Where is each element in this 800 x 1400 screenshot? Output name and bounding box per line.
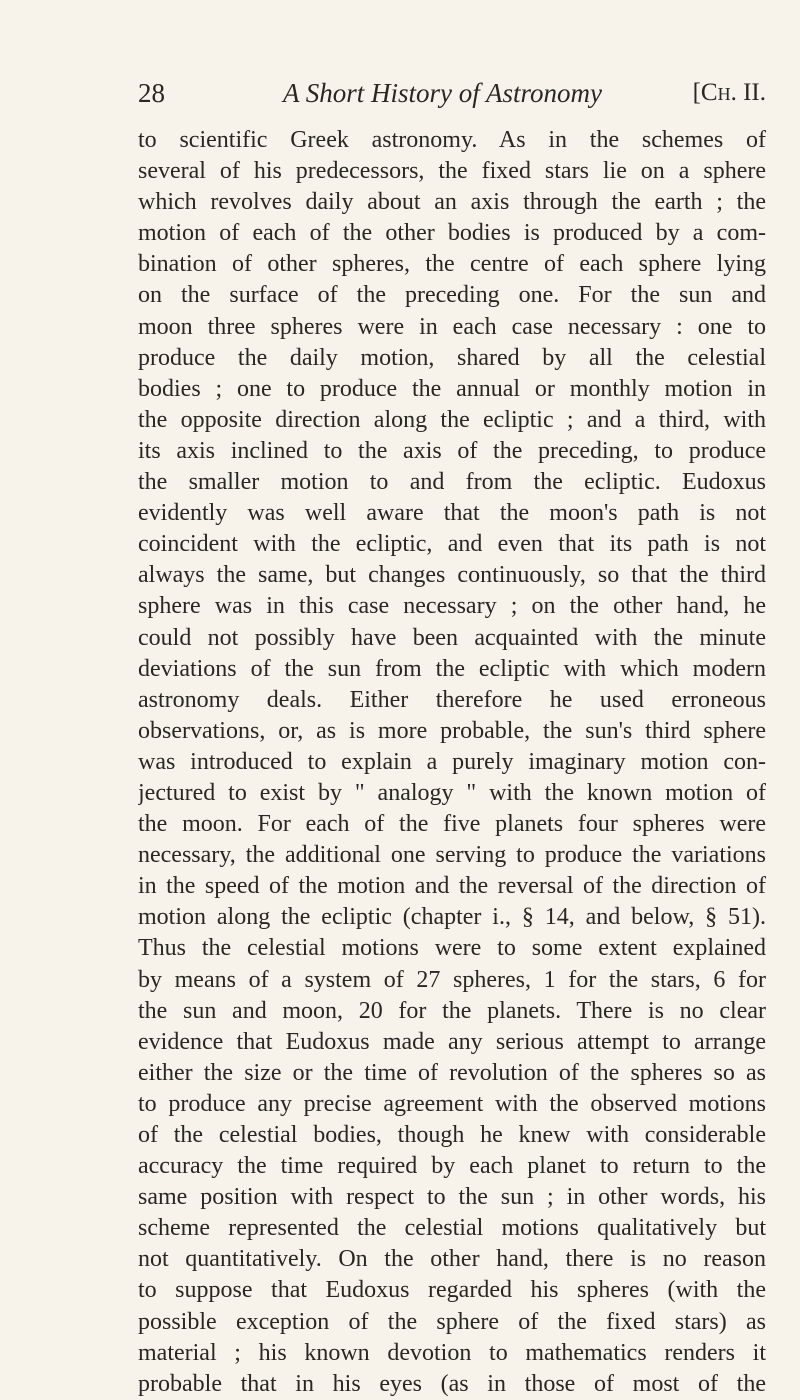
text-line: evidently was well aware that the moon's path is not xyxy=(138,500,766,527)
text-line: its axis inclined to the axis of the preceding, to produce xyxy=(138,437,766,464)
text-line: to suppose that Eudoxus regarded his spheres (with the xyxy=(138,1277,766,1304)
text-line: deviations of the sun from the ecliptic with which modern xyxy=(138,655,766,682)
text-line: in the speed of the motion and the reversal of the direction of xyxy=(138,873,766,900)
text-line: could not possibly have been acquainted with the minute xyxy=(138,624,766,651)
text-line: to scientific Greek astronomy. As in the schemes of xyxy=(138,127,766,153)
text-line: the sun and moon, 20 for the planets. There is no clear xyxy=(138,997,766,1024)
text-line: motion along the ecliptic (chapter i., § 14, and below, § 51). xyxy=(138,904,766,931)
text-line: always the same, but changes continuously, so that the third xyxy=(138,562,766,589)
text-line: by means of a system of 27 spheres, 1 for the stars, 6 for xyxy=(138,966,766,993)
page-number: 28 xyxy=(138,78,165,108)
text-line: material ; his known devotion to mathematics renders it xyxy=(138,1339,766,1366)
text-line: accuracy the time required by each planet to return to the xyxy=(138,1153,766,1180)
text-line: scheme represented the celestial motions qualitatively but xyxy=(138,1215,766,1242)
text-line: either the size or the time of revolution of the spheres so as xyxy=(138,1059,766,1086)
text-line: Thus the celestial motions were to some extent explained xyxy=(138,935,766,962)
text-line: possible exception of the sphere of the fixed stars) as xyxy=(138,1308,766,1335)
text-line: same position with respect to the sun ; in other words, his xyxy=(138,1184,766,1211)
text-line: jectured to exist by " analogy " with the known motion of xyxy=(138,779,766,806)
text-line: on the surface of the preceding one. For the sun and xyxy=(138,282,766,309)
text-line: motion of each of the other bodies is produced by a com- xyxy=(138,220,766,247)
text-line: probable that in his eyes (as in those of most of the xyxy=(138,1370,766,1397)
text-line: produce the daily motion, shared by all the celestial xyxy=(138,344,766,371)
text-line: not quantitatively. On the other hand, there is no reason xyxy=(138,1246,766,1273)
text-line: evidence that Eudoxus made any serious attempt to arrange xyxy=(138,1028,766,1055)
book-title: A Short History of Astronomy xyxy=(283,78,603,108)
text-line: the moon. For each of the five planets four spheres were xyxy=(138,811,766,838)
text-line: coincident with the ecliptic, and even that its path is not xyxy=(138,531,766,558)
text-line: necessary, the additional one serving to produce the variations xyxy=(138,842,766,869)
text-line: moon three spheres were in each case necessary : one to xyxy=(138,313,766,340)
text-line: sphere was in this case necessary ; on the other hand, he xyxy=(138,593,766,620)
running-head xyxy=(138,76,766,110)
text-line: was introduced to explain a purely imaginary motion con- xyxy=(138,748,766,775)
text-line: bination of other spheres, the centre of each sphere lying xyxy=(138,251,766,278)
text-line: bodies ; one to produce the annual or monthly motion in xyxy=(138,375,766,402)
text-line: to produce any precise agreement with the observed motions xyxy=(138,1090,766,1117)
text-line: astronomy deals. Either therefore he used erroneous xyxy=(138,686,766,713)
text-line: which revolves daily about an axis through the earth ; the xyxy=(138,189,766,216)
body-text xyxy=(138,125,766,1400)
text-line: the smaller motion to and from the ecliptic. Eudoxus xyxy=(138,469,766,496)
text-line: several of his predecessors, the fixed stars lie on a sphere xyxy=(138,158,766,185)
chapter-label: [Ch. II. xyxy=(692,79,766,106)
text-line: observations, or, as is more probable, the sun's third sphere xyxy=(138,717,766,744)
text-line: the opposite direction along the ecliptic ; and a third, with xyxy=(138,406,766,433)
text-line: of the celestial bodies, though he knew with considerable xyxy=(138,1122,766,1148)
